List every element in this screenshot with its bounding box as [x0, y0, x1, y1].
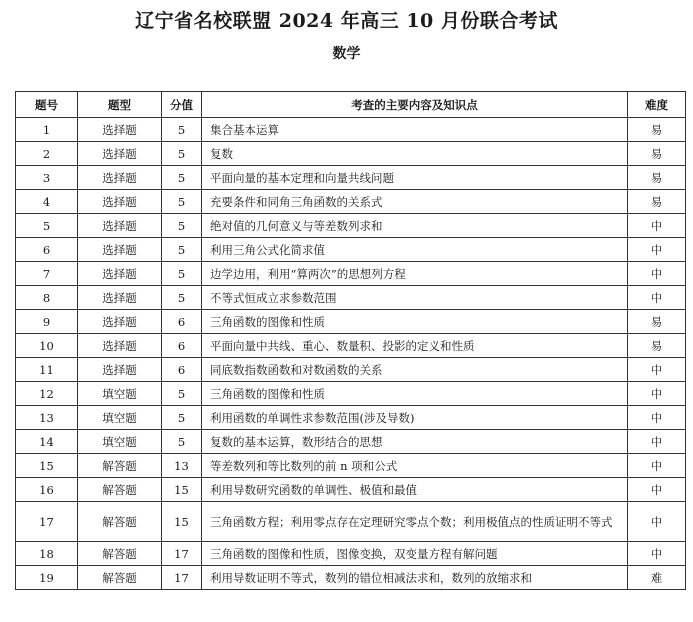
cell-score: 5	[162, 262, 202, 286]
table-row	[16, 310, 686, 334]
cell-question-type: 选择题	[78, 190, 162, 214]
cell-content: 复数	[202, 142, 628, 166]
document-title: 辽宁省名校联盟 2024 年高三 10 月份联合考试	[135, 10, 558, 32]
cell-question-type: 选择题	[78, 166, 162, 190]
table-row	[16, 478, 686, 502]
cell-question-no: 3	[16, 166, 78, 190]
cell-difficulty: 易	[628, 310, 686, 334]
table-row	[16, 286, 686, 310]
cell-difficulty: 中	[628, 262, 686, 286]
cell-difficulty: 易	[628, 142, 686, 166]
cell-score: 6	[162, 358, 202, 382]
cell-score: 5	[162, 286, 202, 310]
cell-question-type: 选择题	[78, 286, 162, 310]
cell-question-type: 解答题	[78, 542, 162, 566]
cell-difficulty: 易	[628, 118, 686, 142]
cell-difficulty: 中	[628, 214, 686, 238]
cell-score: 5	[162, 190, 202, 214]
cell-difficulty: 中	[628, 238, 686, 262]
document-subtitle: 数学	[332, 46, 361, 62]
cell-score: 6	[162, 310, 202, 334]
header-difficulty: 难度	[628, 92, 686, 118]
cell-question-type: 选择题	[78, 142, 162, 166]
cell-score: 5	[162, 166, 202, 190]
cell-score: 6	[162, 334, 202, 358]
table-row	[16, 214, 686, 238]
cell-content: 平面向量中共线、重心、数量积、投影的定义和性质	[202, 334, 628, 358]
cell-content: 等差数列和等比数列的前 n 项和公式	[202, 454, 628, 478]
cell-content: 同底数指数函数和对数函数的关系	[202, 358, 628, 382]
cell-difficulty: 中	[628, 358, 686, 382]
table-row	[16, 358, 686, 382]
cell-score: 5	[162, 406, 202, 430]
header-content: 考查的主要内容及知识点	[202, 92, 628, 118]
cell-content: 三角函数的图像和性质，图像变换，双变量方程有解问题	[202, 542, 628, 566]
cell-content: 绝对值的几何意义与等差数列求和	[202, 214, 628, 238]
cell-difficulty: 易	[628, 334, 686, 358]
table-row	[16, 334, 686, 358]
cell-question-type: 选择题	[78, 214, 162, 238]
table-row	[16, 566, 686, 590]
cell-score: 15	[162, 478, 202, 502]
cell-question-no: 2	[16, 142, 78, 166]
header-score: 分值	[162, 92, 202, 118]
cell-question-type: 选择题	[78, 118, 162, 142]
cell-content: 充要条件和同角三角函数的关系式	[202, 190, 628, 214]
cell-question-type: 选择题	[78, 334, 162, 358]
cell-question-no: 15	[16, 454, 78, 478]
cell-content: 利用导数证明不等式，数列的错位相减法求和，数列的放缩求和	[202, 566, 628, 590]
cell-question-no: 7	[16, 262, 78, 286]
cell-question-no: 10	[16, 334, 78, 358]
cell-question-type: 解答题	[78, 566, 162, 590]
cell-difficulty: 中	[628, 430, 686, 454]
cell-question-no: 17	[16, 502, 78, 542]
cell-question-no: 13	[16, 406, 78, 430]
table-row	[16, 454, 686, 478]
table-row	[16, 542, 686, 566]
cell-content: 三角函数方程；利用零点存在定理研究零点个数；利用极值点的性质证明不等式	[202, 502, 628, 542]
cell-question-no: 12	[16, 382, 78, 406]
cell-difficulty: 中	[628, 502, 686, 542]
cell-content: 利用函数的单调性求参数范围(涉及导数)	[202, 406, 628, 430]
cell-score: 17	[162, 566, 202, 590]
table-row	[16, 238, 686, 262]
table-row	[16, 502, 686, 542]
cell-difficulty: 中	[628, 286, 686, 310]
table-row	[16, 262, 686, 286]
cell-difficulty: 易	[628, 190, 686, 214]
cell-question-no: 19	[16, 566, 78, 590]
cell-question-no: 9	[16, 310, 78, 334]
cell-question-no: 18	[16, 542, 78, 566]
cell-question-type: 解答题	[78, 502, 162, 542]
header-question-type: 题型	[78, 92, 162, 118]
cell-question-type: 选择题	[78, 358, 162, 382]
cell-difficulty: 中	[628, 382, 686, 406]
cell-difficulty: 易	[628, 166, 686, 190]
header-question-no: 题号	[16, 92, 78, 118]
table-row	[16, 118, 686, 142]
cell-content: 利用三角公式化简求值	[202, 238, 628, 262]
cell-score: 5	[162, 118, 202, 142]
cell-question-type: 填空题	[78, 382, 162, 406]
cell-question-no: 14	[16, 430, 78, 454]
cell-question-type: 填空题	[78, 430, 162, 454]
cell-content: 不等式恒成立求参数范围	[202, 286, 628, 310]
cell-question-no: 16	[16, 478, 78, 502]
exam-analysis-table	[15, 91, 686, 590]
cell-difficulty: 中	[628, 406, 686, 430]
cell-score: 17	[162, 542, 202, 566]
table-row	[16, 142, 686, 166]
cell-question-no: 1	[16, 118, 78, 142]
cell-question-type: 解答题	[78, 454, 162, 478]
cell-difficulty: 中	[628, 478, 686, 502]
cell-content: 复数的基本运算，数形结合的思想	[202, 430, 628, 454]
cell-content: 集合基本运算	[202, 118, 628, 142]
cell-difficulty: 中	[628, 542, 686, 566]
table-header-row	[16, 92, 686, 118]
table-row	[16, 190, 686, 214]
cell-score: 15	[162, 502, 202, 542]
cell-score: 5	[162, 214, 202, 238]
cell-question-type: 填空题	[78, 406, 162, 430]
cell-content: 三角函数的图像和性质	[202, 382, 628, 406]
cell-question-type: 选择题	[78, 262, 162, 286]
cell-score: 5	[162, 382, 202, 406]
cell-content: 平面向量的基本定理和向量共线问题	[202, 166, 628, 190]
cell-question-no: 8	[16, 286, 78, 310]
cell-question-no: 5	[16, 214, 78, 238]
cell-score: 5	[162, 238, 202, 262]
table-row	[16, 406, 686, 430]
cell-difficulty: 中	[628, 454, 686, 478]
cell-score: 5	[162, 142, 202, 166]
cell-content: 三角函数的图像和性质	[202, 310, 628, 334]
table-row	[16, 430, 686, 454]
table-row	[16, 382, 686, 406]
cell-question-no: 11	[16, 358, 78, 382]
cell-content: 边学边用，利用“算两次”的思想列方程	[202, 262, 628, 286]
table-row	[16, 166, 686, 190]
cell-score: 5	[162, 430, 202, 454]
cell-question-no: 4	[16, 190, 78, 214]
cell-question-no: 6	[16, 238, 78, 262]
cell-content: 利用导数研究函数的单调性、极值和最值	[202, 478, 628, 502]
cell-question-type: 选择题	[78, 238, 162, 262]
cell-question-type: 选择题	[78, 310, 162, 334]
cell-difficulty: 难	[628, 566, 686, 590]
cell-question-type: 解答题	[78, 478, 162, 502]
cell-score: 13	[162, 454, 202, 478]
